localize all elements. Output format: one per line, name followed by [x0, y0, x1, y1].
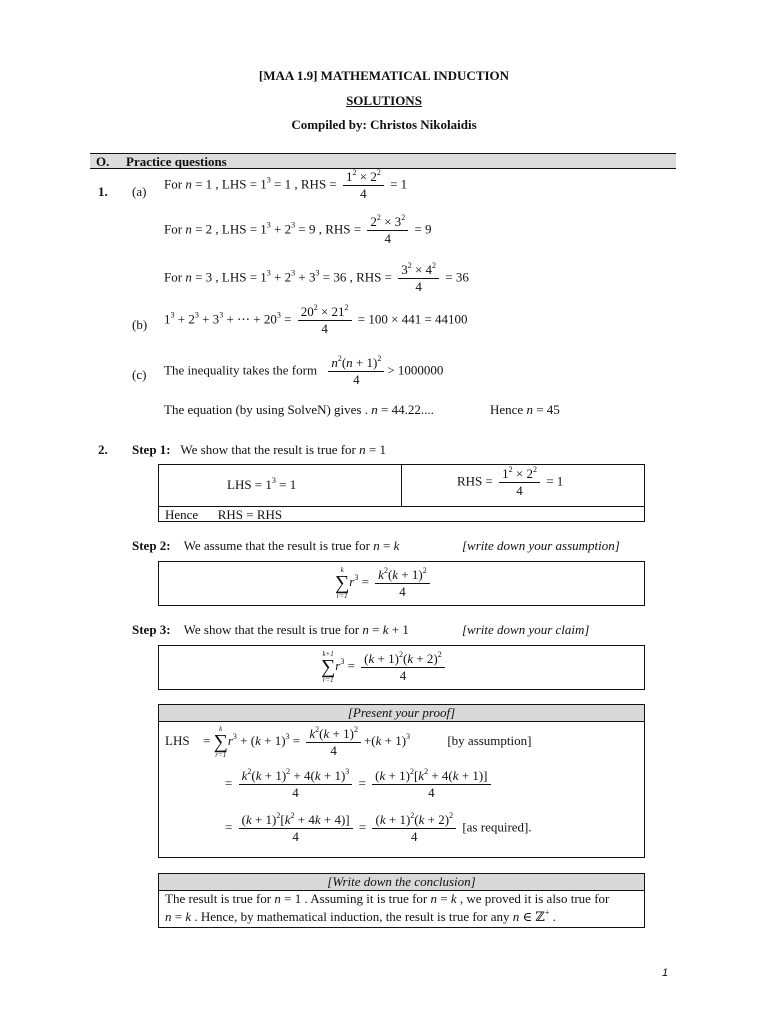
q1b-label: (b) [132, 317, 148, 332]
solve-value: 44.22.... [391, 402, 434, 417]
conclusion-text-d: . Hence, by mathematical induction, the result is true for any [194, 909, 510, 924]
q1b-result: = 100 × 441 = 44100 [357, 311, 468, 327]
step1-label: Step 1: [132, 442, 171, 457]
step2-line: Step 2: We assume that the result is true for n = k [132, 538, 400, 553]
proof-header: [Present your proof] [159, 705, 644, 722]
for-label: For [164, 221, 183, 237]
hence-label: Hence [490, 402, 524, 417]
step1-hence-row [165, 507, 282, 523]
document-subtitle: SOLUTIONS [346, 93, 422, 108]
conclusion-text-b: . Assuming it is true for [304, 891, 428, 906]
q1a-line-2: For n = 2 , LHS = $1^3 + 2^3 = 9$ , RHS = $\frac{2^2 \times 3^2}{4}$ = 9 [164, 213, 432, 246]
conclusion-line-2: n = k . Hence, by mathematical induction, the result is true for any n ∈ ℤ+ . [165, 908, 556, 924]
hence-value: 45 [546, 402, 560, 417]
for-label: For [164, 269, 183, 285]
show-text: We show [180, 442, 229, 457]
q2-number: 2. [98, 442, 108, 457]
step3-text: that the result is true for [234, 622, 360, 637]
assume-text: We assume [183, 538, 243, 553]
step1-line: Step 1: We show that the result is true for n = 1 [132, 442, 386, 457]
proof-line-2: = $\frac{k^2(k + 1)^2 + 4(k + 1)^3}{4}$ = $\frac{(k + 1)^2[k^2 + 4(k + 1)]}{4}$ [225, 769, 494, 800]
assumption-box [158, 561, 645, 606]
proof-line-1: LHS = k ∑ r=1 $r^3 + (k + 1)^3$ = $\frac{k^2(k + 1)^2}{4}$ $+(k + 1)^3$ [by assumption] [165, 724, 532, 759]
page-number: 1 [662, 967, 669, 979]
lhs-label: LHS [165, 732, 190, 748]
step1-lhs: LHS = $1^3 = 1$ [227, 476, 297, 492]
section-bar [90, 153, 676, 169]
q1c-text: The inequality takes the form [164, 362, 318, 378]
q1c-hence-line: Hence n = 45 [490, 402, 560, 417]
claim-box [158, 645, 645, 690]
claim-note: [write down your claim] [462, 622, 590, 637]
compiled-by: Compiled by: Christos Nikolaidis [291, 117, 477, 132]
section-number: O. [96, 154, 110, 169]
q1b-line: $1^3 + 2^3 + 3^3$ + ⋯ + $20^3$ = $\frac{20^2 \times 21^2}{4}$ = 100 × 441 = 44100 [164, 303, 468, 336]
step3-label: Step 3: [132, 622, 171, 637]
step1-rhs: RHS = $\frac{1^2 \times 2^2}{4}$ = 1 [457, 465, 564, 498]
step2-text: that the result is true for [245, 538, 370, 553]
rhs-equals-rhs: RHS = RHS [217, 507, 283, 522]
q1-number: 1. [98, 184, 108, 199]
document-title: [MAA 1.9] MATHEMATICAL INDUCTION [258, 68, 510, 83]
step2-label: Step 2: [132, 538, 171, 553]
solve-text: The equation (by using SolveN) gives . [164, 402, 368, 417]
section-title: Practice questions [126, 154, 227, 169]
conclusion-box [158, 873, 645, 928]
proof-box [158, 704, 645, 858]
conclusion-text-c: , we proved it is also true for [459, 891, 610, 906]
step1-text: that the result is true for [231, 442, 356, 457]
show-text: We show [183, 622, 232, 637]
q1c-line: The inequality takes the form $\frac{n^2(n + 1)^2}{4}$ > 1000000 [164, 354, 444, 387]
q1a-line-3: For n = 3 , LHS = $1^3 + 2^3 + 3^3 = 36$ , RHS = $\frac{3^2 \times 4^2}{4}$ = 36 [164, 261, 469, 294]
q1a-label: (a) [132, 184, 147, 199]
q1c-label: (c) [132, 367, 147, 382]
step1-table [158, 464, 645, 522]
claim-formula: k+1 ∑ r=1 $r^3$ = $\frac{(k + 1)^2(k + 2)^2}{4}$ [321, 650, 448, 684]
as-required: [as required]. [462, 819, 532, 835]
q1c-solve-line: The equation (by using SolveN) gives . n = 44.22.... [164, 402, 434, 417]
step3-line: Step 3: We show that the result is true for n = k + 1 [132, 622, 409, 637]
assumption-formula: k ∑ r=1 $r^3$ = $\frac{k^2(k + 1)^2}{4}$ [335, 566, 433, 600]
proof-line-3: = $\frac{(k + 1)^2[k^2 + 4k + 4)]}{4}$ = $\frac{(k + 1)^2(k + 2)^2}{4}$ [as required]. [225, 811, 532, 844]
assumption-note: [write down your assumption] [462, 538, 620, 553]
conclusion-header: [Write down the conclusion] [159, 874, 644, 891]
q1a-line-1: For n = 1 , LHS = $1^3 = 1$ , RHS = $\frac{1^2 \times 2^2}{4}$ = 1 [164, 168, 408, 201]
by-assumption: [by assumption] [447, 732, 532, 748]
conclusion-text-a: The result is true for [165, 891, 272, 906]
q1c-inequality: > 1000000 [387, 362, 444, 378]
hence-box-label: Hence [165, 507, 199, 522]
for-label: For [164, 176, 183, 192]
conclusion-line-1: The result is true for n = 1 . Assuming it is true for n = k , we proved it is also true for [165, 891, 610, 906]
